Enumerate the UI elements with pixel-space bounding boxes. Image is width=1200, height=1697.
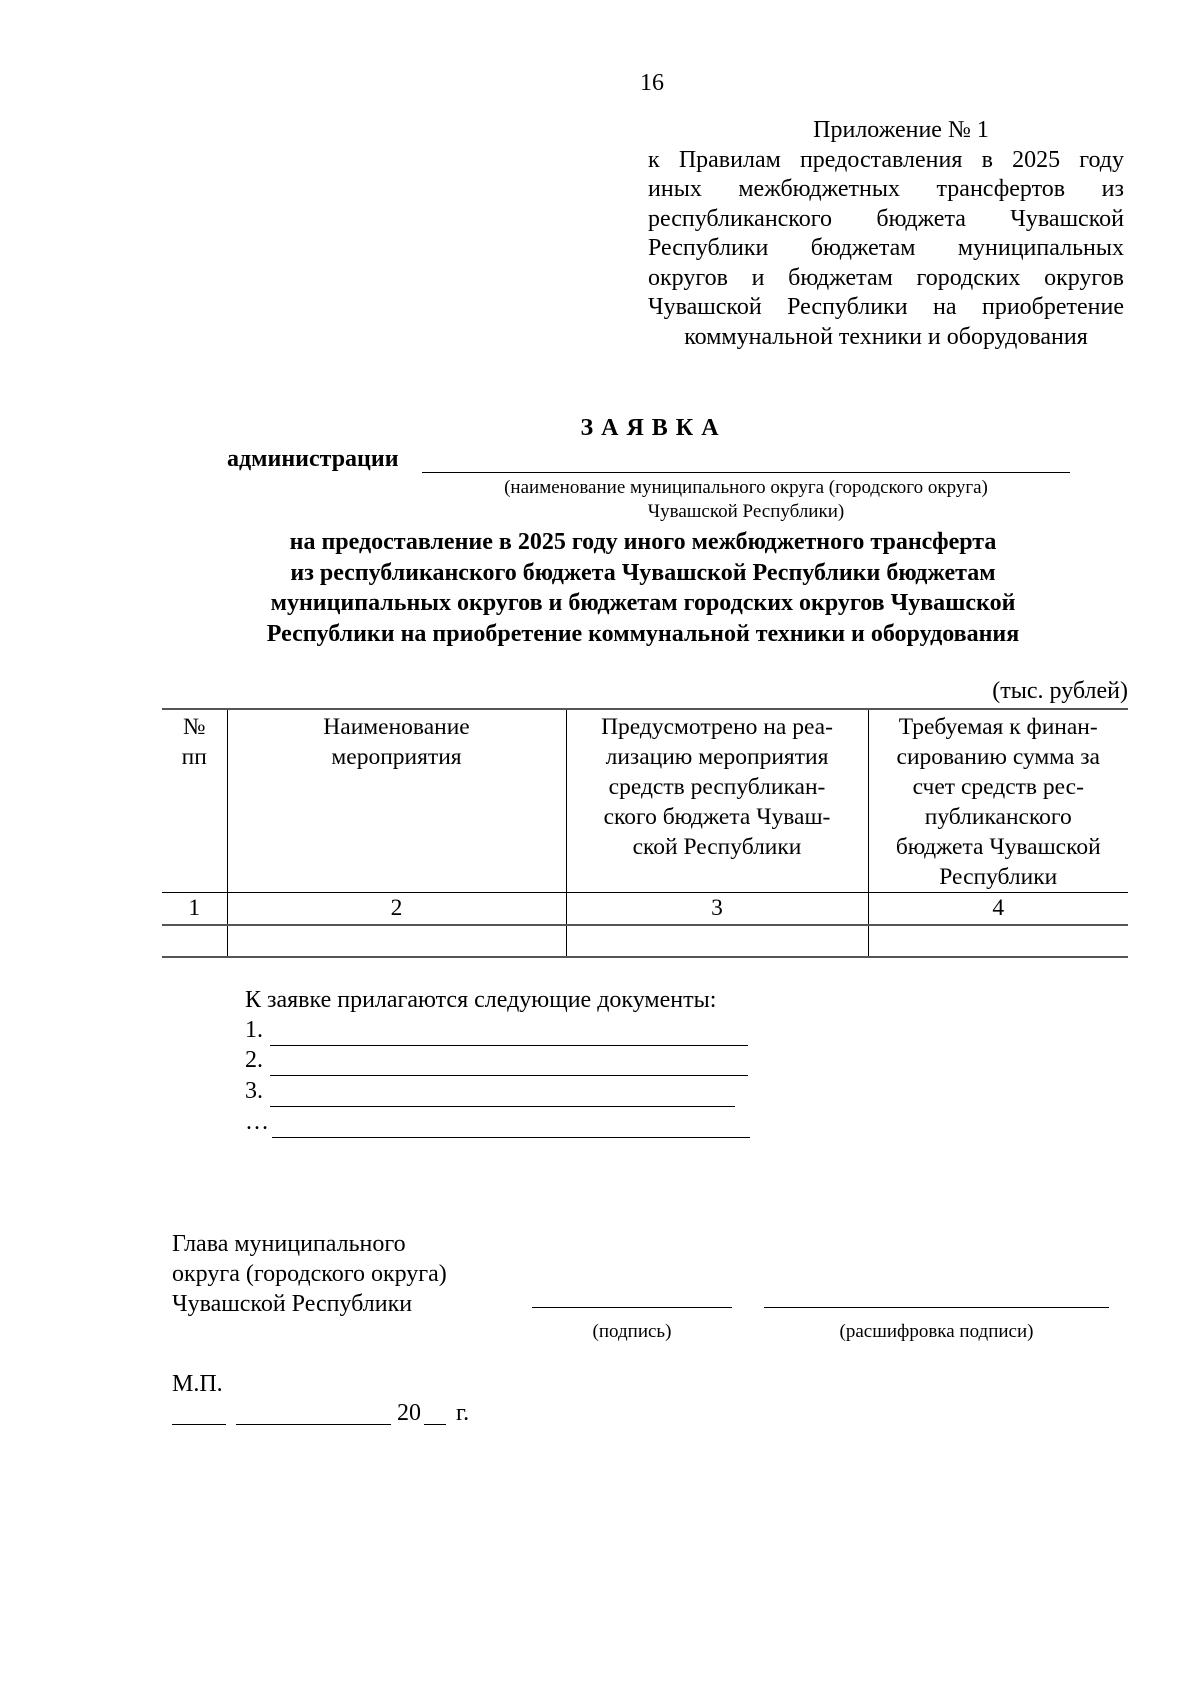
date-year-field[interactable] — [424, 1400, 446, 1425]
column-number: 2 — [227, 893, 566, 926]
position-line: Глава муниципального — [172, 1231, 406, 1257]
attachment-field[interactable] — [270, 1079, 735, 1107]
signature-decode-field[interactable] — [764, 1300, 1109, 1308]
position-line: округа (городского округа) — [172, 1261, 447, 1287]
request-table — [162, 708, 1128, 958]
signatory-position — [172, 1229, 447, 1319]
attachment-field[interactable] — [272, 1110, 750, 1138]
appendix-block — [648, 116, 1124, 352]
subject-line: муниципальных округов и бюджетам городских округов Чувашской — [270, 590, 1016, 616]
admin-hint — [422, 476, 1070, 524]
table-cell[interactable] — [162, 925, 227, 957]
signature-decode-caption: (расшифровка подписи) — [839, 1321, 1034, 1342]
form-heading: З А Я В К А — [580, 415, 720, 441]
table-cell[interactable] — [566, 925, 868, 957]
signature-field[interactable] — [532, 1300, 732, 1308]
table-cell[interactable] — [868, 925, 1128, 957]
attachment-field[interactable] — [270, 1048, 748, 1076]
attachment-ellipsis: … — [245, 1109, 269, 1135]
stamp-placeholder: М.П. — [172, 1371, 223, 1397]
table-cell[interactable] — [227, 925, 566, 957]
appendix-line: к Правилам предоставления в 2025 году — [648, 146, 1124, 173]
attachment-number: 2. — [245, 1047, 263, 1073]
admin-name-field[interactable] — [422, 446, 1070, 473]
admin-hint-line: Чувашской Республики) — [647, 501, 845, 522]
attachment-number: 3. — [245, 1078, 263, 1104]
column-number-row — [162, 893, 1128, 926]
subject-line: Республики на приобретение коммунальной техники и оборудования — [266, 620, 1020, 647]
appendix-line: Чувашской Республики на приобретение — [648, 294, 1124, 320]
header-activity: Наименование мероприятия — [227, 709, 566, 893]
header-required: Требуемая к финан- сированию сумма за счет средств рес- публиканского бюджета Чувашской Республики — [868, 709, 1128, 893]
page-number: 16 — [640, 70, 664, 96]
table-header-row — [162, 709, 1128, 893]
date-year-prefix: 20 — [397, 1400, 421, 1426]
date-year-suffix: г. — [456, 1400, 470, 1426]
appendix-line: коммунальной техники и оборудования — [684, 323, 1088, 350]
appendix-line: Республики бюджетам муниципальных — [648, 235, 1124, 261]
column-number: 4 — [868, 893, 1128, 926]
date-month-field[interactable] — [236, 1400, 391, 1425]
date-day-field[interactable] — [172, 1400, 226, 1425]
position-line: Чувашской Республики — [172, 1291, 413, 1317]
appendix-line: республиканского бюджета Чувашской — [648, 205, 1124, 232]
units-label: (тыс. рублей) — [992, 678, 1128, 704]
subject-line: из республиканского бюджета Чувашской Республики бюджетам — [290, 559, 996, 586]
admin-label: администрации — [227, 446, 399, 472]
appendix-line: округов и бюджетам городских округов — [648, 264, 1124, 291]
appendix-line: иных межбюджетных трансфертов из — [648, 176, 1124, 202]
appendix-title: Приложение № 1 — [813, 117, 989, 143]
attachment-number: 1. — [245, 1017, 263, 1043]
attachments-intro: К заявке прилагаются следующие документы: — [245, 987, 717, 1013]
attachment-field[interactable] — [270, 1018, 748, 1046]
column-number: 3 — [566, 893, 868, 926]
subject-line: на предоставление в 2025 году иного межбюджетного трансферта — [289, 529, 997, 555]
header-number: № пп — [181, 714, 207, 770]
admin-hint-line: (наименование муниципального округа (городского округа) — [504, 477, 988, 498]
header-planned: Предусмотрено на реа- лизацию мероприятия средств республикан- ского бюджета Чуваш- ской Республики — [566, 709, 868, 893]
form-subject — [160, 527, 1126, 649]
column-number: 1 — [162, 893, 227, 926]
table-row — [162, 925, 1128, 957]
signature-caption: (подпись) — [592, 1321, 672, 1342]
